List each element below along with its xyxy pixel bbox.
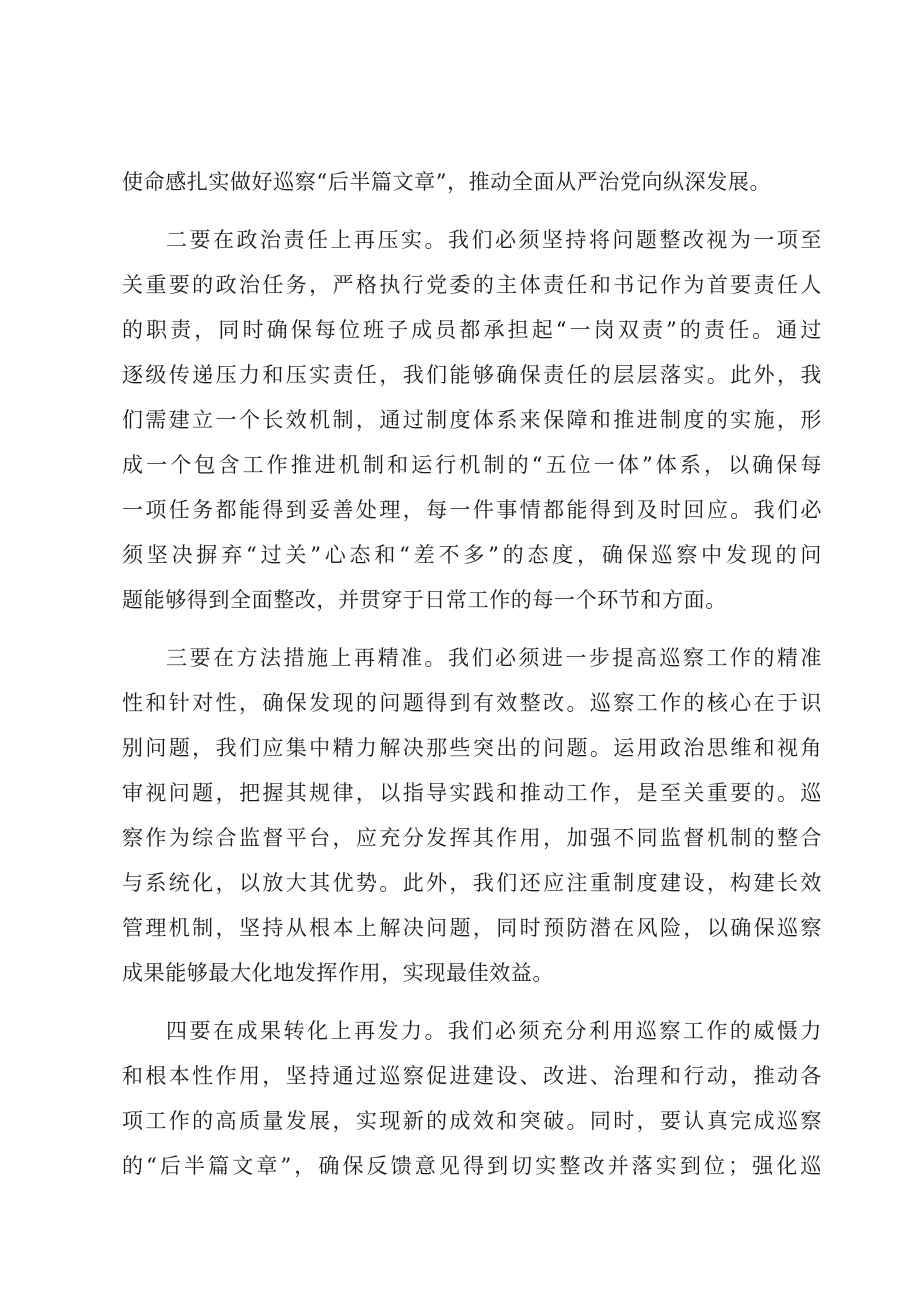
text-line: 察作为综合监督平台，应充分发挥其作用，加强不同监督机制的整合 <box>122 826 822 850</box>
text-line: 审视问题，把握其规律，以指导实践和推动工作，是至关重要的。巡 <box>122 781 822 805</box>
paragraph <box>122 218 822 623</box>
paragraph-gap <box>122 996 822 1009</box>
text-line: 的“后半篇文章”，确保反馈意见得到切实整改并落实到位；强化巡 <box>122 1154 822 1178</box>
text-line: 三要在方法措施上再精准。我们必须进一步提高巡察工作的精准 <box>166 646 822 670</box>
text-line: 项工作的高质量发展，实现新的成效和突破。同时，要认真完成巡察 <box>122 1109 822 1133</box>
text-line: 须坚决摒弃“过关”心态和“差不多”的态度，确保巡察中发现的问 <box>122 543 822 567</box>
text-line: 使命感扎实做好巡察“后半篇文章”，推动全面从严治党向纵深发展。 <box>122 170 772 194</box>
paragraph <box>122 160 822 205</box>
text-line: 一项任务都能得到妥善处理，每一件事情都能得到及时回应。我们必 <box>122 498 822 522</box>
text-line: 别问题，我们应集中精力解决那些突出的问题。运用政治思维和视角 <box>122 736 822 760</box>
paragraph <box>122 636 822 996</box>
text-line: 和根本性作用，坚持通过巡察促进建设、改进、治理和行动，推动各 <box>122 1064 822 1088</box>
document-body <box>122 160 822 1189</box>
text-line: 逐级传递压力和压实责任，我们能够确保责任的层层落实。此外，我 <box>122 363 822 387</box>
paragraph <box>122 1009 822 1189</box>
text-line: 们需建立一个长效机制，通过制度体系来保障和推进制度的实施，形 <box>122 408 822 432</box>
text-line: 二要在政治责任上再压实。我们必须坚持将问题整改视为一项至 <box>166 228 822 252</box>
text-line: 的职责，同时确保每位班子成员都承担起“一岗双责”的责任。通过 <box>122 318 822 342</box>
text-line: 四要在成果转化上再发力。我们必须充分利用巡察工作的威慑力 <box>166 1019 822 1043</box>
text-line: 成一个包含工作推进机制和运行机制的“五位一体”体系，以确保每 <box>122 453 822 477</box>
text-line: 性和针对性，确保发现的问题得到有效整改。巡察工作的核心在于识 <box>122 691 822 715</box>
text-line: 与系统化，以放大其优势。此外，我们还应注重制度建设，构建长效 <box>122 871 822 895</box>
text-line: 题能够得到全面整改，并贯穿于日常工作的每一个环节和方面。 <box>122 588 727 612</box>
text-line: 关重要的政治任务，严格执行党委的主体责任和书记作为首要责任人 <box>122 273 822 297</box>
text-line: 成果能够最大化地发挥作用，实现最佳效益。 <box>122 961 554 985</box>
text-line: 管理机制，坚持从根本上解决问题，同时预防潜在风险，以确保巡察 <box>122 916 822 940</box>
paragraph-gap <box>122 623 822 636</box>
paragraph-gap <box>122 205 822 218</box>
